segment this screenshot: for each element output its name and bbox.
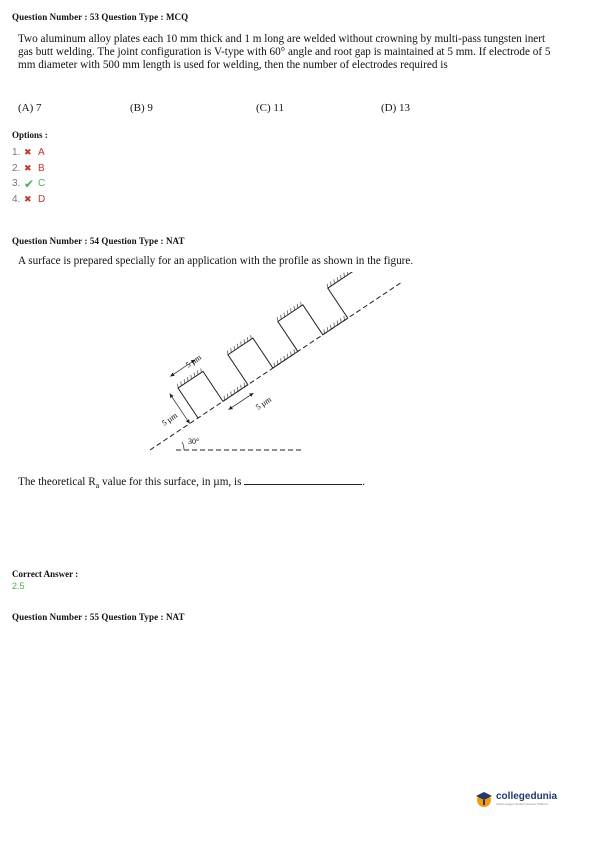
option-number: 2. xyxy=(12,162,21,174)
cross-icon: ✖ xyxy=(24,147,32,158)
q54-text: A surface is prepared specially for an application with the profile as shown in the figure. xyxy=(18,255,414,267)
answer-blank xyxy=(244,474,362,485)
choice-a: (A) 7 xyxy=(18,102,42,114)
choice-b: (B) 9 xyxy=(130,102,153,114)
cross-icon: ✖ xyxy=(24,162,32,173)
choice-c: (C) 11 xyxy=(256,102,285,114)
dimension-label-right: 5 µm xyxy=(254,394,274,412)
ra-end: . xyxy=(362,476,366,488)
ra-suffix: value for this surface, in µm, is xyxy=(99,476,242,488)
dimension-label-left: 5 µm xyxy=(160,410,180,428)
surface-profile xyxy=(159,272,379,435)
angle-label: 30° xyxy=(188,437,200,446)
option-3[interactable] xyxy=(12,176,45,192)
option-list xyxy=(12,145,45,207)
q54-header: Question Number : 54 Question Type : NAT xyxy=(12,236,185,246)
option-letter: A xyxy=(38,147,45,159)
brand-logo xyxy=(474,789,557,809)
option-number: 3. xyxy=(12,178,21,190)
options-label: Options : xyxy=(12,130,48,140)
q53-text: Two aluminum alloy plates each 10 mm thick and 1 m long are welded without crowning by multi-pass tungsten inert gas butt welding. The joint configuration is V-type with 60° angle and root gap is maintained at 5 mm. If electrode of 5 mm diameter with 500 mm length is used for welding, then the number of electrodes required is xyxy=(18,33,551,71)
ra-subscript: a xyxy=(95,481,100,491)
ra-question-line xyxy=(18,474,365,490)
option-number: 4. xyxy=(12,193,21,205)
ra-prefix: The theoretical R xyxy=(18,476,96,488)
correct-answer-value: 2.5 xyxy=(12,581,25,591)
cross-icon: ✖ xyxy=(24,193,32,204)
q53-header: Question Number : 53 Question Type : MCQ xyxy=(12,12,189,22)
option-1[interactable] xyxy=(12,145,45,161)
choice-d: (D) 13 xyxy=(381,102,411,114)
option-4[interactable] xyxy=(12,192,45,208)
dimension-label-top: 5 µm xyxy=(184,352,204,370)
correct-answer-label: Correct Answer : xyxy=(12,569,79,579)
option-letter: B xyxy=(38,162,45,174)
q55-header: Question Number : 55 Question Type : NAT xyxy=(12,612,185,622)
option-letter: D xyxy=(38,193,46,205)
angle-arc xyxy=(182,442,184,450)
option-number: 1. xyxy=(12,147,21,159)
brand-name: collegedunia xyxy=(496,791,558,802)
surface-profile-figure xyxy=(140,272,420,472)
brand-tagline: India's largest Student Review Platform xyxy=(496,802,549,806)
option-letter: C xyxy=(38,178,46,190)
graduation-cap-icon xyxy=(474,789,494,809)
check-icon: ✔ xyxy=(24,176,35,191)
option-2[interactable] xyxy=(12,161,45,177)
